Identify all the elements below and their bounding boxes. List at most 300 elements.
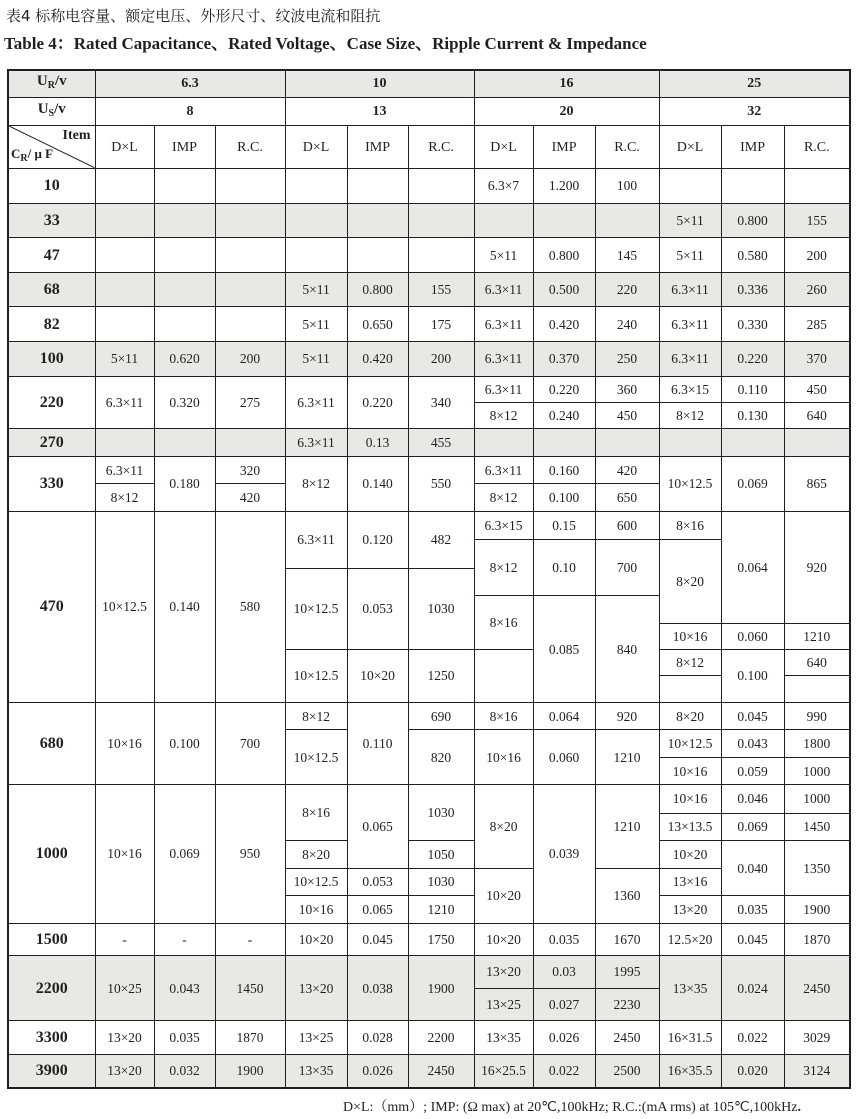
data-cell: 8×16 xyxy=(659,511,721,539)
data-cell: 10×16 xyxy=(659,757,721,784)
capacitance-cell: 82 xyxy=(8,307,95,342)
capacitance-cell: 33 xyxy=(8,203,95,238)
header-row-surge-voltage xyxy=(8,97,850,125)
data-cell xyxy=(408,203,474,238)
data-cell: 10×16 xyxy=(285,896,347,923)
data-cell: 13×20 xyxy=(659,896,721,923)
column-imp: IMP xyxy=(154,126,215,169)
data-cell: 1250 xyxy=(408,650,474,703)
data-cell: 0.045 xyxy=(721,923,784,956)
data-cell xyxy=(595,429,659,456)
data-cell: 10×16 xyxy=(95,702,154,784)
column-imp: IMP xyxy=(347,126,408,169)
data-cell: 0.065 xyxy=(347,896,408,923)
data-cell: 1450 xyxy=(215,956,285,1021)
data-cell xyxy=(784,676,850,702)
data-cell: 450 xyxy=(595,402,659,428)
us-value: 8 xyxy=(95,97,285,125)
data-cell: 950 xyxy=(215,785,285,923)
data-cell xyxy=(285,169,347,204)
data-cell: 10×12.5 xyxy=(95,511,154,702)
data-cell xyxy=(347,238,408,273)
data-cell: 0.110 xyxy=(721,376,784,402)
data-cell: 6.3×11 xyxy=(474,307,533,342)
data-cell: 13×25 xyxy=(285,1021,347,1055)
table-row-3300 xyxy=(8,1021,850,1055)
data-cell: 8×16 xyxy=(285,785,347,841)
table-row-1500 xyxy=(8,923,850,956)
data-cell: 0.370 xyxy=(533,341,595,376)
data-cell: 0.035 xyxy=(533,923,595,956)
table-caption-english: Table 4：Rated Capacitance、Rated Voltage、Case Size、Ripple Current & Impedance xyxy=(4,34,647,53)
data-cell xyxy=(533,429,595,456)
capacitance-cell: 68 xyxy=(8,272,95,307)
data-cell: 8×12 xyxy=(659,650,721,676)
data-cell: 10×20 xyxy=(659,841,721,868)
data-cell xyxy=(474,203,533,238)
data-cell: 0.330 xyxy=(721,307,784,342)
data-cell xyxy=(408,169,474,204)
data-cell: 13×20 xyxy=(95,1021,154,1055)
data-cell xyxy=(215,169,285,204)
capacitance-cell: 100 xyxy=(8,341,95,376)
data-cell: 10×16 xyxy=(474,730,533,785)
data-cell: 0.03 xyxy=(533,956,595,989)
data-cell: 260 xyxy=(784,272,850,307)
data-cell xyxy=(474,650,533,703)
data-cell: 0.620 xyxy=(154,341,215,376)
data-cell: 0.130 xyxy=(721,402,784,428)
data-cell: 0.800 xyxy=(533,238,595,273)
data-cell: 6.3×11 xyxy=(285,511,347,568)
data-cell: 200 xyxy=(408,341,474,376)
capacitance-cell: 1000 xyxy=(8,785,95,923)
data-cell: 175 xyxy=(408,307,474,342)
data-cell: 8×12 xyxy=(285,456,347,511)
data-cell xyxy=(95,169,154,204)
data-cell: 3124 xyxy=(784,1054,850,1088)
data-cell: 0.10 xyxy=(533,540,595,596)
data-cell: 550 xyxy=(408,456,474,511)
table-row-3900 xyxy=(8,1054,850,1088)
data-cell: 145 xyxy=(595,238,659,273)
data-cell: 340 xyxy=(408,376,474,429)
table-row-1000 xyxy=(8,785,850,813)
data-cell: 320 xyxy=(215,456,285,483)
table-row-82 xyxy=(8,307,850,342)
data-cell: 0.336 xyxy=(721,272,784,307)
data-cell: 0.500 xyxy=(533,272,595,307)
data-cell: 6.3×11 xyxy=(659,307,721,342)
column-rc: R.C. xyxy=(595,126,659,169)
data-cell: 1750 xyxy=(408,923,474,956)
data-cell: 10×12.5 xyxy=(659,730,721,757)
data-cell: 0.028 xyxy=(347,1021,408,1055)
data-cell: 0.15 xyxy=(533,511,595,539)
data-cell: - xyxy=(154,923,215,956)
table-row-33 xyxy=(8,203,850,238)
data-cell: 6.3×15 xyxy=(474,511,533,539)
data-cell: 0.053 xyxy=(347,568,408,649)
data-cell: 1210 xyxy=(784,623,850,649)
table-row-10 xyxy=(8,169,850,204)
data-cell: 2200 xyxy=(408,1021,474,1055)
data-cell: 6.3×11 xyxy=(95,456,154,483)
data-cell: 0.043 xyxy=(154,956,215,1021)
data-cell: 0.027 xyxy=(533,988,595,1021)
ur-value: 25 xyxy=(659,70,850,97)
data-cell xyxy=(95,238,154,273)
data-cell xyxy=(154,169,215,204)
data-cell: 1360 xyxy=(595,868,659,923)
data-cell: 1900 xyxy=(215,1054,285,1088)
data-cell: 10×12.5 xyxy=(285,868,347,895)
data-cell: 6.3×11 xyxy=(474,341,533,376)
capacitance-cell: 3900 xyxy=(8,1054,95,1088)
data-cell: 100 xyxy=(595,169,659,204)
data-cell: 5×11 xyxy=(285,307,347,342)
data-cell: 0.800 xyxy=(721,203,784,238)
data-cell: 0.039 xyxy=(533,785,595,923)
data-cell: 240 xyxy=(595,307,659,342)
data-cell xyxy=(474,429,533,456)
column-dl: D×L xyxy=(659,126,721,169)
capacitance-cell: 220 xyxy=(8,376,95,429)
data-cell: 0.085 xyxy=(533,596,595,703)
data-cell: - xyxy=(95,923,154,956)
capacitance-cell: 470 xyxy=(8,511,95,702)
data-cell: 0.035 xyxy=(154,1021,215,1055)
us-label: $U_S/v$ xyxy=(8,97,95,125)
data-cell: 5×11 xyxy=(285,272,347,307)
data-cell: 200 xyxy=(784,238,850,273)
table-footnote: D×L:（mm）; IMP: (Ω max) at 20℃,100kHz; R.C.:(mA rms) at 105℃,100kHz. xyxy=(342,1100,801,1115)
data-cell: 700 xyxy=(215,702,285,784)
column-dl: D×L xyxy=(474,126,533,169)
data-cell: 8×20 xyxy=(285,841,347,868)
data-cell: 5×11 xyxy=(659,203,721,238)
column-dl: D×L xyxy=(285,126,347,169)
data-cell: 5×11 xyxy=(659,238,721,273)
data-cell: 10×20 xyxy=(285,923,347,956)
data-cell xyxy=(347,169,408,204)
data-cell: 0.069 xyxy=(154,785,215,923)
data-cell xyxy=(285,238,347,273)
data-cell: 6.3×11 xyxy=(474,272,533,307)
data-cell: 1210 xyxy=(595,785,659,868)
data-cell: 6.3×11 xyxy=(474,456,533,483)
data-cell xyxy=(215,307,285,342)
data-cell: 10×12.5 xyxy=(285,568,347,649)
data-cell: 640 xyxy=(784,650,850,676)
data-cell: 690 xyxy=(408,702,474,729)
header-row-rated-voltage xyxy=(8,70,850,97)
data-cell: 155 xyxy=(784,203,850,238)
capacitance-cell: 10 xyxy=(8,169,95,204)
data-cell xyxy=(95,307,154,342)
data-cell: 8×20 xyxy=(659,702,721,729)
data-cell: 0.100 xyxy=(154,702,215,784)
data-cell: 0.650 xyxy=(347,307,408,342)
data-cell: 0.110 xyxy=(347,702,408,784)
data-cell: 16×35.5 xyxy=(659,1054,721,1088)
data-cell: 0.045 xyxy=(721,702,784,729)
header-row-columns xyxy=(8,126,850,169)
column-rc: R.C. xyxy=(215,126,285,169)
table-row-470 xyxy=(8,511,850,539)
data-cell: 920 xyxy=(595,702,659,729)
column-imp: IMP xyxy=(533,126,595,169)
data-cell: 16×25.5 xyxy=(474,1054,533,1088)
data-cell: 0.020 xyxy=(721,1054,784,1088)
ur-label: $U_R/v$ xyxy=(8,70,95,97)
data-cell: 420 xyxy=(215,484,285,511)
data-cell: 1210 xyxy=(595,730,659,785)
data-cell: 155 xyxy=(408,272,474,307)
data-cell xyxy=(533,203,595,238)
table-row-220 xyxy=(8,376,850,402)
data-cell: 8×16 xyxy=(474,596,533,650)
data-cell: 1.200 xyxy=(533,169,595,204)
data-cell: 0.320 xyxy=(154,376,215,429)
data-cell: 0.022 xyxy=(721,1021,784,1055)
ur-value: 16 xyxy=(474,70,659,97)
data-cell: 0.060 xyxy=(721,623,784,649)
data-cell: 0.160 xyxy=(533,456,595,483)
data-cell: 12.5×20 xyxy=(659,923,721,956)
us-value: 13 xyxy=(285,97,474,125)
data-cell: 0.220 xyxy=(721,341,784,376)
data-cell: 0.180 xyxy=(154,456,215,511)
data-cell xyxy=(154,203,215,238)
table-row-47 xyxy=(8,238,850,273)
data-cell: 0.064 xyxy=(533,702,595,729)
data-cell: 580 xyxy=(215,511,285,702)
data-cell: 6.3×11 xyxy=(285,376,347,429)
data-cell: 1000 xyxy=(784,785,850,813)
table-row-68 xyxy=(8,272,850,307)
data-cell: 0.038 xyxy=(347,956,408,1021)
data-cell xyxy=(721,429,784,456)
data-cell: 13×20 xyxy=(474,956,533,989)
data-cell: 1800 xyxy=(784,730,850,757)
data-cell: 0.059 xyxy=(721,757,784,784)
table-row-270 xyxy=(8,429,850,456)
data-cell: 0.13 xyxy=(347,429,408,456)
data-cell xyxy=(408,238,474,273)
data-cell: - xyxy=(215,923,285,956)
data-cell: 8×12 xyxy=(659,402,721,428)
data-cell: 275 xyxy=(215,376,285,429)
data-cell: 10×12.5 xyxy=(659,456,721,511)
data-cell: 0.140 xyxy=(154,511,215,702)
data-cell: 6.3×11 xyxy=(659,272,721,307)
data-cell xyxy=(95,429,154,456)
data-cell: 5×11 xyxy=(285,341,347,376)
ur-value: 6.3 xyxy=(95,70,285,97)
data-cell xyxy=(215,272,285,307)
data-cell: 360 xyxy=(595,376,659,402)
data-cell: 1350 xyxy=(784,841,850,896)
data-cell: 0.035 xyxy=(721,896,784,923)
data-cell: 6.3×15 xyxy=(659,376,721,402)
data-cell: 5×11 xyxy=(95,341,154,376)
data-cell: 220 xyxy=(595,272,659,307)
data-cell: 650 xyxy=(595,484,659,511)
data-cell: 0.069 xyxy=(721,456,784,511)
data-cell: 0.026 xyxy=(533,1021,595,1055)
data-cell xyxy=(659,169,721,204)
data-cell: 10×16 xyxy=(95,785,154,923)
data-cell: 0.053 xyxy=(347,868,408,895)
data-cell: 8×20 xyxy=(659,540,721,623)
data-cell: 6.3×7 xyxy=(474,169,533,204)
data-cell: 2450 xyxy=(408,1054,474,1088)
data-cell: 1900 xyxy=(784,896,850,923)
data-cell: 920 xyxy=(784,511,850,623)
column-dl: D×L xyxy=(95,126,154,169)
data-cell: 10×16 xyxy=(659,785,721,813)
data-cell xyxy=(347,203,408,238)
data-cell xyxy=(154,272,215,307)
data-cell xyxy=(595,203,659,238)
data-cell: 0.120 xyxy=(347,511,408,568)
ur-value: 10 xyxy=(285,70,474,97)
column-rc: R.C. xyxy=(408,126,474,169)
data-cell: 700 xyxy=(595,540,659,596)
data-cell: 6.3×11 xyxy=(474,376,533,402)
data-cell xyxy=(154,429,215,456)
data-cell: 600 xyxy=(595,511,659,539)
data-cell xyxy=(154,238,215,273)
data-cell: 0.022 xyxy=(533,1054,595,1088)
data-cell: 0.140 xyxy=(347,456,408,511)
data-cell: 13×35 xyxy=(659,956,721,1021)
data-cell: 10×20 xyxy=(474,923,533,956)
data-cell: 2500 xyxy=(595,1054,659,1088)
item-capacitance-corner-cell xyxy=(8,126,95,169)
data-cell: 0.045 xyxy=(347,923,408,956)
capacitance-cell: 270 xyxy=(8,429,95,456)
data-cell: 5×11 xyxy=(474,238,533,273)
capacitance-cell: 1500 xyxy=(8,923,95,956)
data-cell: 2450 xyxy=(595,1021,659,1055)
data-cell: 0.240 xyxy=(533,402,595,428)
data-cell: 482 xyxy=(408,511,474,568)
data-cell: 0.580 xyxy=(721,238,784,273)
data-cell: 13×25 xyxy=(474,988,533,1021)
data-cell: 8×12 xyxy=(474,484,533,511)
column-imp: IMP xyxy=(721,126,784,169)
data-cell: 200 xyxy=(215,341,285,376)
data-cell: 0.065 xyxy=(347,785,408,868)
data-cell: 10×20 xyxy=(474,868,533,923)
data-cell: 13×20 xyxy=(95,1054,154,1088)
data-cell: 10×12.5 xyxy=(285,650,347,703)
data-cell: 10×16 xyxy=(659,623,721,649)
data-cell: 370 xyxy=(784,341,850,376)
data-cell: 0.100 xyxy=(533,484,595,511)
data-cell: 0.024 xyxy=(721,956,784,1021)
data-cell xyxy=(215,203,285,238)
table-row-680 xyxy=(8,702,850,729)
data-cell: 0.060 xyxy=(533,730,595,785)
data-cell: 13×35 xyxy=(474,1021,533,1055)
data-cell xyxy=(95,203,154,238)
data-cell: 2230 xyxy=(595,988,659,1021)
data-cell: 1870 xyxy=(215,1021,285,1055)
data-cell: 1450 xyxy=(784,813,850,840)
capacitance-cell: 680 xyxy=(8,702,95,784)
data-cell: 10×12.5 xyxy=(285,730,347,785)
data-cell: 0.800 xyxy=(347,272,408,307)
data-cell: 8×20 xyxy=(474,785,533,868)
data-cell: 1050 xyxy=(408,841,474,868)
data-cell: 0.043 xyxy=(721,730,784,757)
data-cell: 0.032 xyxy=(154,1054,215,1088)
capacitance-cell: 3300 xyxy=(8,1021,95,1055)
data-cell: 13×35 xyxy=(285,1054,347,1088)
data-cell: 0.420 xyxy=(533,307,595,342)
data-cell: 1995 xyxy=(595,956,659,989)
data-cell: 6.3×11 xyxy=(659,341,721,376)
item-label: Item xyxy=(62,128,91,144)
data-cell: 0.420 xyxy=(347,341,408,376)
data-cell: 3029 xyxy=(784,1021,850,1055)
capacitor-spec-table xyxy=(7,69,851,1089)
data-cell: 13×20 xyxy=(285,956,347,1021)
data-cell: 6.3×11 xyxy=(95,376,154,429)
data-cell: 840 xyxy=(595,596,659,703)
data-cell: 0.040 xyxy=(721,841,784,896)
data-cell: 8×12 xyxy=(285,702,347,729)
data-cell: 0.220 xyxy=(347,376,408,429)
us-value: 32 xyxy=(659,97,850,125)
data-cell: 640 xyxy=(784,402,850,428)
data-cell: 8×16 xyxy=(474,702,533,729)
data-cell: 420 xyxy=(595,456,659,483)
table-row-2200 xyxy=(8,956,850,989)
data-cell: 990 xyxy=(784,702,850,729)
data-cell: 2450 xyxy=(784,956,850,1021)
data-cell: 250 xyxy=(595,341,659,376)
data-cell: 0.046 xyxy=(721,785,784,813)
data-cell: 8×12 xyxy=(474,402,533,428)
data-cell: 1210 xyxy=(408,896,474,923)
data-cell: 450 xyxy=(784,376,850,402)
data-cell xyxy=(784,169,850,204)
data-cell: 10×20 xyxy=(347,650,408,703)
data-cell: 0.069 xyxy=(721,813,784,840)
data-cell: 13×13.5 xyxy=(659,813,721,840)
data-cell xyxy=(721,169,784,204)
data-cell: 0.100 xyxy=(721,650,784,703)
capacitance-cell: 47 xyxy=(8,238,95,273)
data-cell: 455 xyxy=(408,429,474,456)
data-cell xyxy=(285,203,347,238)
capacitance-cell: 2200 xyxy=(8,956,95,1021)
table-caption-chinese: 表4 标称电容量、额定电压、外形尺寸、纹波电流和阻抗 xyxy=(6,7,381,25)
data-cell: 1900 xyxy=(408,956,474,1021)
data-cell xyxy=(215,238,285,273)
table-row-100 xyxy=(8,341,850,376)
column-rc: R.C. xyxy=(784,126,850,169)
capacitance-label: $C_R/$ μ F xyxy=(11,146,54,165)
data-cell xyxy=(784,429,850,456)
us-value: 20 xyxy=(474,97,659,125)
data-cell: 1030 xyxy=(408,568,474,649)
table-row-330 xyxy=(8,456,850,483)
